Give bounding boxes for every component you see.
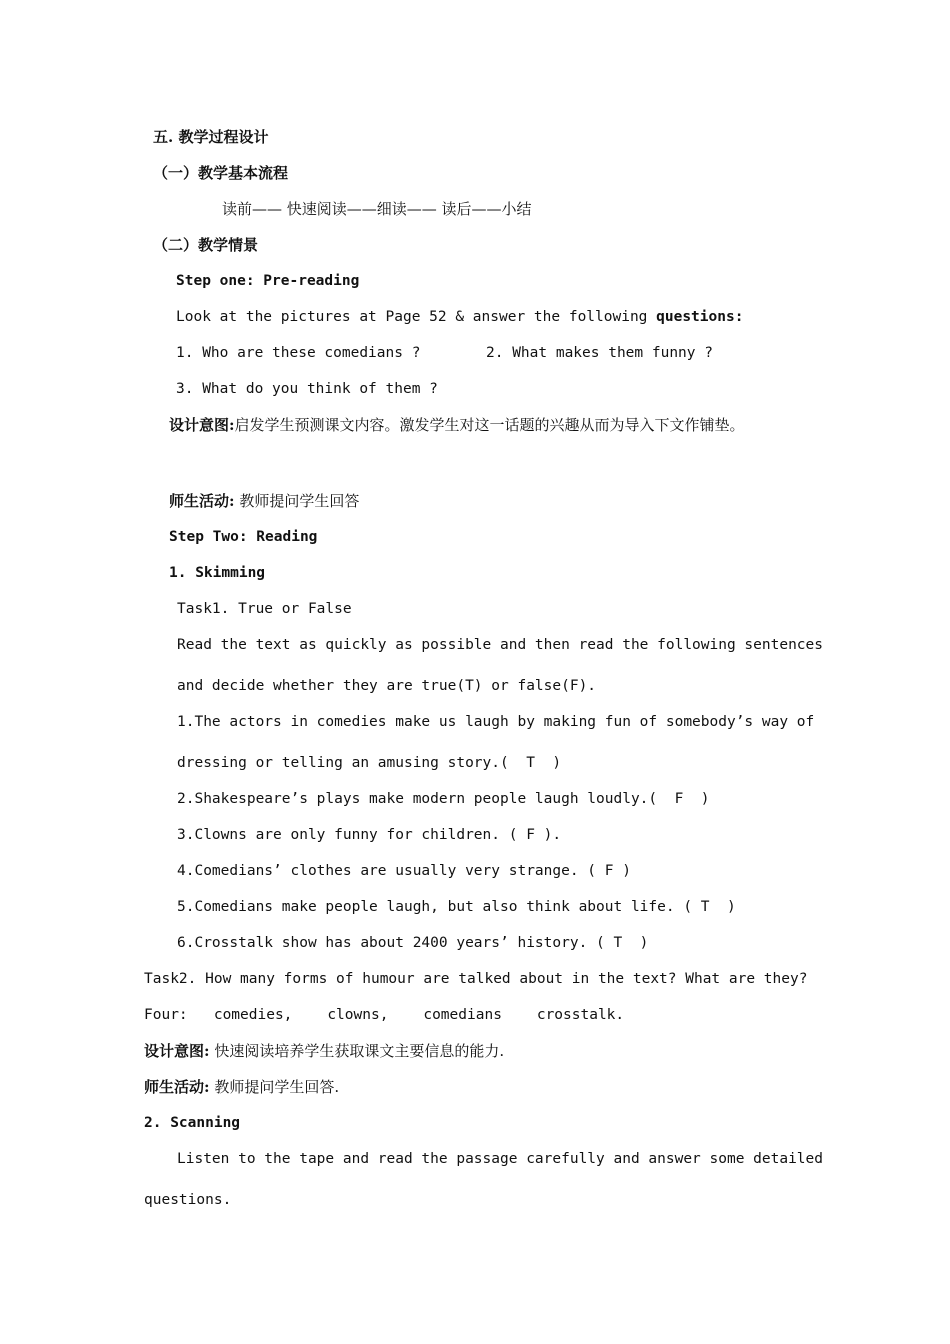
- statement-1-line-2: dressing or telling an amusing story.( T ): [177, 755, 562, 771]
- flow-text: 读前—— 快速阅读——细读—— 读后——小结: [222, 200, 532, 218]
- step-one-instruction: Look at the pictures at Page 52 & answer the following questions:: [176, 309, 744, 325]
- scanning-instruction-line-1: Listen to the tape and read the passage carefully and answer some detailed: [177, 1151, 824, 1167]
- task1-instruction-line-2: and decide whether they are true(T) or false(F).: [177, 678, 597, 694]
- design-intent-2: 设计意图: 快速阅读培养学生获取课文主要信息的能力.: [144, 1042, 505, 1060]
- task1-instruction-line-1: Read the text as quickly as possible and then read the following sentences: [177, 637, 824, 653]
- task2-answer: Four: comedies, clowns, comedians crosstalk.: [144, 1007, 625, 1023]
- statement-5: 5.Comedians make people laugh, but also think about life. ( T ): [177, 899, 736, 915]
- task1-title: Task1. True or False: [177, 601, 352, 617]
- step-one-title: Step one: Pre-reading: [176, 273, 360, 289]
- section-heading: 五. 教学过程设计: [153, 128, 269, 146]
- scanning-instruction-line-2: questions.: [144, 1192, 232, 1208]
- question-2: 2. What makes them funny ?: [486, 345, 713, 361]
- subsection-heading-scenario: （二）教学情景: [153, 236, 259, 254]
- question-1: 1. Who are these comedians ?: [176, 345, 421, 361]
- statement-1-line-1: 1.The actors in comedies make us laugh by making fun of somebody’s way of: [177, 714, 815, 730]
- statement-3: 3.Clowns are only funny for children. ( F ).: [177, 827, 562, 843]
- teacher-student-activity-1: 师生活动: 教师提问学生回答: [169, 492, 360, 510]
- step-two-title: Step Two: Reading: [169, 529, 318, 545]
- subsection-heading-flow: （一）教学基本流程: [153, 164, 289, 182]
- skimming-title: 1. Skimming: [169, 565, 266, 581]
- scanning-title: 2. Scanning: [144, 1115, 241, 1131]
- statement-4: 4.Comedians’ clothes are usually very strange. ( F ): [177, 863, 631, 879]
- statement-2: 2.Shakespeare’s plays make modern people laugh loudly.( F ): [177, 791, 710, 807]
- question-3: 3. What do you think of them ?: [176, 381, 438, 397]
- task2-question: Task2. How many forms of humour are talked about in the text? What are they?: [144, 971, 808, 987]
- statement-6: 6.Crosstalk show has about 2400 years’ history. ( T ): [177, 935, 649, 951]
- teacher-student-activity-2: 师生活动: 教师提问学生回答.: [144, 1078, 340, 1096]
- design-intent-1: 设计意图:启发学生预测课文内容。激发学生对这一话题的兴趣从而为导入下文作铺垫。: [169, 416, 745, 434]
